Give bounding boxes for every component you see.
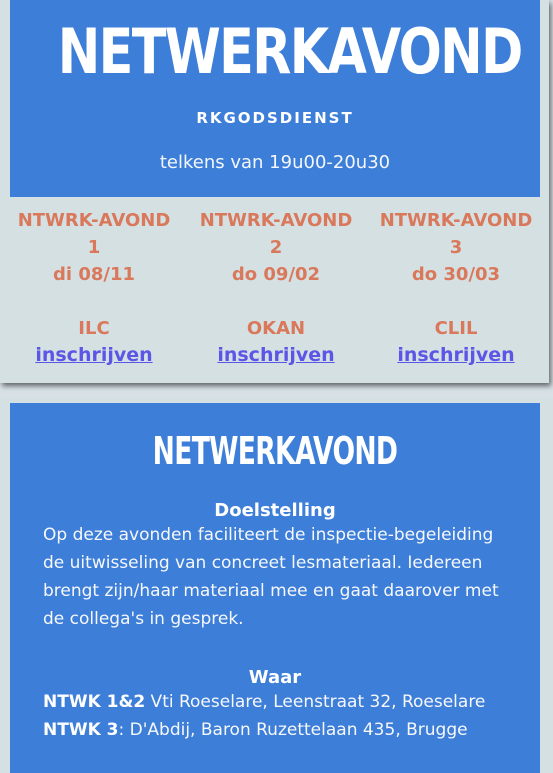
location-name: NTWK 1&2	[43, 692, 146, 712]
events-card	[0, 0, 549, 383]
location-2	[43, 716, 468, 744]
session-number: 1	[87, 237, 101, 258]
info-title: NETWERKAVOND	[152, 429, 398, 473]
info-card	[0, 397, 553, 773]
goal-heading: Doelstelling	[214, 500, 336, 521]
goal-text: Op deze avonden faciliteert de inspectie-begeleiding de uitwisseling van concreet lesmateriaal. Iedereen brengt zijn/haar materiaal mee en gaat daarover met de collega's in gesprek.	[43, 525, 499, 629]
session-label: NTWRK-AVOND	[17, 210, 171, 231]
register-link-1[interactable]: inschrijven	[35, 344, 153, 366]
session-date: do 30/03	[411, 264, 501, 285]
register-link-2[interactable]: inschrijven	[217, 344, 335, 366]
where-heading: Waar	[248, 667, 302, 688]
location-address: Vti Roeselare, Leenstraat 32, Roeselare	[145, 692, 486, 712]
location-name: NTWK 3	[43, 720, 119, 740]
session-label: NTWRK-AVOND	[199, 210, 353, 231]
session-label: NTWRK-AVOND	[379, 210, 533, 231]
info-panel	[10, 403, 540, 773]
session-2	[187, 207, 365, 369]
location-1	[43, 688, 485, 716]
session-date: di 08/11	[53, 264, 135, 285]
session-group: ILC	[78, 318, 110, 339]
session-date: do 09/02	[231, 264, 321, 285]
hero-time: telkens van 19u00-20u30	[159, 152, 391, 173]
session-1	[5, 207, 183, 369]
session-number: 3	[449, 237, 463, 258]
session-3	[367, 207, 545, 369]
hero-subtitle: RKGODSDIENST	[196, 109, 354, 127]
session-group: OKAN	[246, 318, 306, 339]
register-link-3[interactable]: inschrijven	[397, 344, 515, 366]
hero-banner	[10, 0, 540, 197]
location-address: : D'Abdij, Baron Ruzettelaan 435, Brugge	[118, 720, 468, 740]
session-group: CLIL	[434, 318, 478, 339]
hero-title: NETWERKAVOND	[57, 15, 522, 88]
session-number: 2	[269, 237, 283, 258]
